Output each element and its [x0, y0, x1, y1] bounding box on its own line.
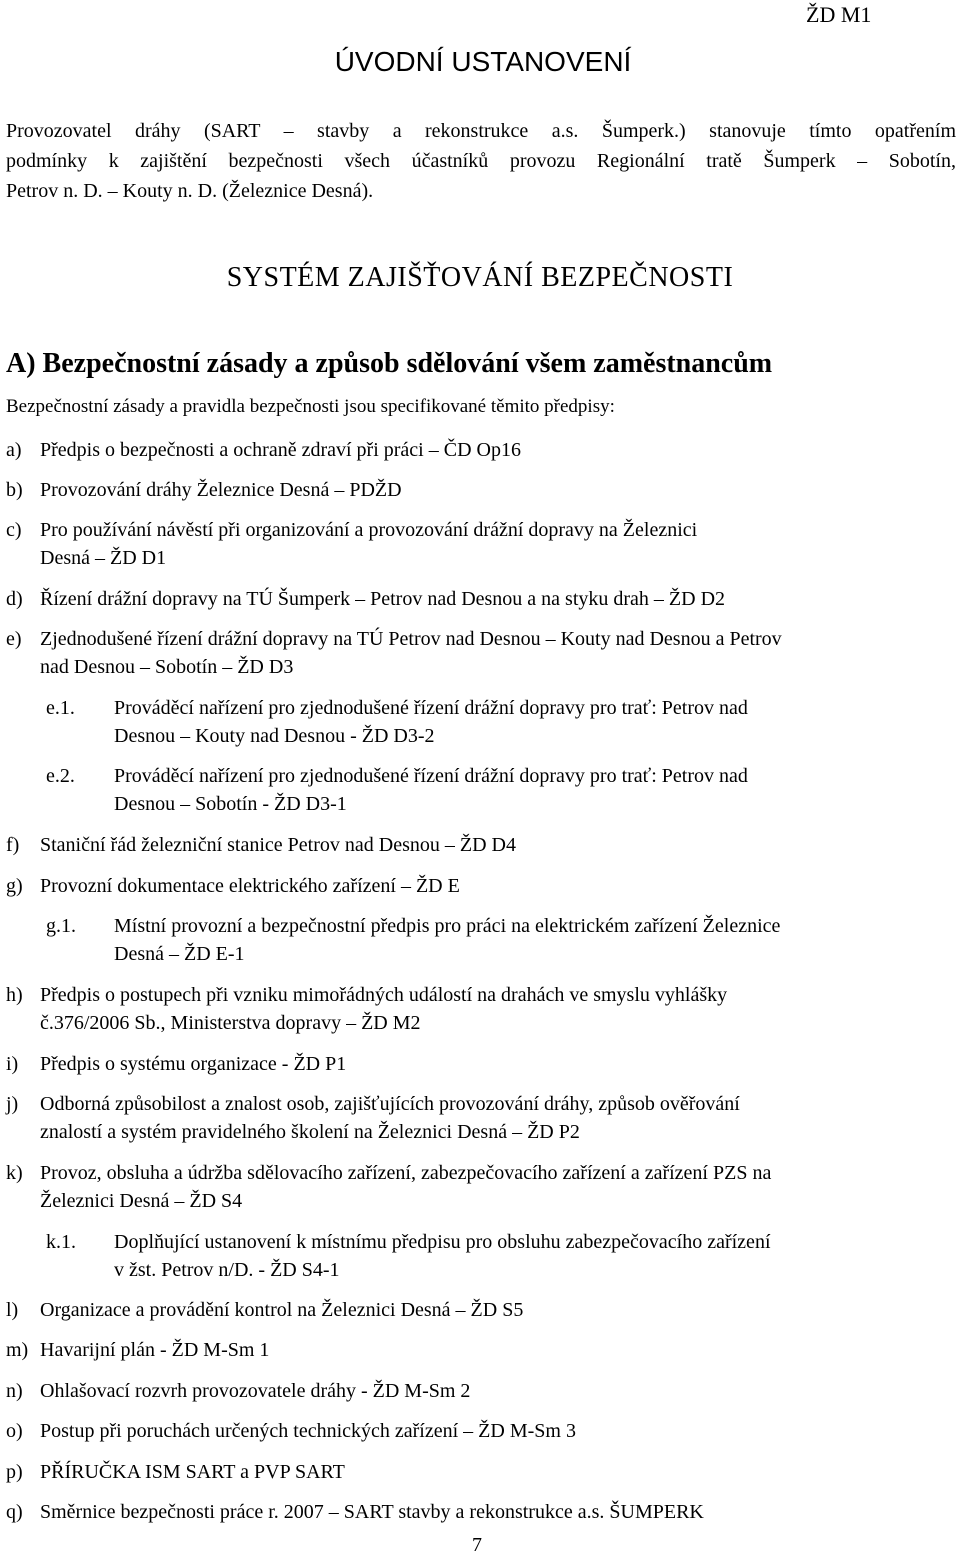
list-item-text: Havarijní plán - ŽD M-Sm 1 [40, 1339, 270, 1361]
page-title: ÚVODNÍ USTANOVENÍ [334, 46, 632, 77]
list-marker: f) [6, 834, 20, 856]
sub-list-marker: g.1. [46, 915, 76, 937]
list-item-text: Zjednodušené řízení drážní dopravy na TÚ Petrov nad Desnou – Kouty nad Desnou a Petrov [40, 628, 782, 650]
list-item-text: Směrnice bezpečnosti práce r. 2007 – SART stavby a rekonstrukce a.s. ŠUMPERK [40, 1501, 704, 1523]
list-item-text: znalostí a systém pravidelného školení na Železnici Desná – ŽD P2 [40, 1121, 580, 1143]
list-item-text: Provozování dráhy Železnice Desná – PDŽD [40, 479, 402, 501]
list-item [6, 476, 950, 504]
list-marker: m) [6, 1339, 29, 1361]
list-marker: l) [6, 1299, 19, 1321]
list-item-text: Provozní dokumentace elektrického zařízení – ŽD E [40, 875, 460, 897]
sub-list-item [46, 1228, 950, 1284]
list-item [6, 516, 950, 572]
sub-list-item-text: Prováděcí nařízení pro zjednodušené řízení drážní dopravy pro trať: Petrov nad [114, 765, 748, 787]
sub-list-marker: e.2. [46, 765, 75, 787]
list-item [6, 1296, 950, 1324]
list-marker: h) [6, 984, 23, 1006]
list-item-text: Železnici Desná – ŽD S4 [40, 1190, 243, 1212]
list-item-text: Řízení drážní dopravy na TÚ Šumperk – Petrov nad Desnou a na styku drah – ŽD D2 [40, 588, 726, 610]
list-item-text: nad Desnou – Sobotín – ŽD D3 [40, 656, 294, 678]
list-item [6, 981, 950, 1037]
sub-list-item-text: Doplňující ustanovení k místnímu předpisu pro obsluhu zabezpečovacího zařízení [114, 1231, 771, 1253]
list-item-text: Předpis o postupech při vzniku mimořádných událostí na drahách ve smyslu vyhlášky [40, 984, 728, 1006]
list-item-text: Postup při poruchách určených technických zařízení – ŽD M-Sm 3 [40, 1420, 576, 1442]
sub-list-marker: e.1. [46, 697, 75, 719]
list-item-text: PŘÍRUČKA ISM SART a PVP SART [40, 1461, 345, 1483]
list-marker: d) [6, 588, 23, 610]
list-item-text: Organizace a provádění kontrol na Železnici Desná – ŽD S5 [40, 1299, 524, 1321]
page-number: 7 [472, 1534, 482, 1556]
list-item [6, 585, 950, 613]
sub-list-item-text: v žst. Petrov n/D. - ŽD S4-1 [114, 1259, 340, 1281]
list-marker: n) [6, 1380, 23, 1402]
sub-list-item [46, 694, 950, 750]
sub-list-item-text: Prováděcí nařízení pro zjednodušené řízení drážní dopravy pro trať: Petrov nad [114, 697, 748, 719]
list-item [6, 1377, 950, 1405]
sub-list-item-text: Desnou – Sobotín - ŽD D3-1 [114, 793, 347, 815]
sub-list-item-text: Desnou – Kouty nad Desnou - ŽD D3-2 [114, 725, 435, 747]
list-item-text: Pro používání návěstí při organizování a provozování drážní dopravy na Železnici [40, 519, 698, 541]
list-item-text: Předpis o bezpečnosti a ochraně zdraví při práci – ČD Op16 [40, 439, 521, 461]
list-marker: a) [6, 439, 22, 461]
list-marker: g) [6, 875, 23, 897]
list-item-text: Provoz, obsluha a údržba sdělovacího zařízení, zabezpečovacího zařízení a zařízení PZS na [40, 1162, 772, 1184]
intro-line: podmínky k zajištění bezpečnosti všech účastníků provozu Regionální tratě Šumperk – Sobotín, [6, 150, 956, 172]
list-item [6, 1050, 950, 1078]
list-item [6, 436, 950, 464]
list-marker: b) [6, 479, 23, 501]
list-item-text: Předpis o systému organizace - ŽD P1 [40, 1053, 347, 1075]
list-item-text: Ohlašovací rozvrh provozovatele dráhy - ŽD M-Sm 2 [40, 1380, 471, 1402]
list-item [6, 1498, 950, 1526]
list-item-text: Desná – ŽD D1 [40, 547, 167, 569]
list-item [6, 1417, 950, 1445]
list-marker: o) [6, 1420, 23, 1442]
intro-line: Provozovatel dráhy (SART – stavby a rekonstrukce a.s. Šumperk.) stanovuje tímto opatřením [6, 120, 956, 142]
list-item-text: Staniční řád železniční stanice Petrov nad Desnou – ŽD D4 [40, 834, 516, 856]
sub-list-marker: k.1. [46, 1231, 76, 1253]
list-marker: q) [6, 1501, 23, 1523]
list-item [6, 1159, 950, 1215]
list-marker: c) [6, 519, 22, 541]
sub-list-item [46, 762, 950, 818]
document-code: ŽD M1 [806, 2, 872, 27]
list-marker: i) [6, 1053, 19, 1075]
list-item [6, 1090, 950, 1146]
section-a-lead: Bezpečnostní zásady a pravidla bezpečnosti jsou specifikované těmito předpisy: [6, 396, 615, 417]
list-item [6, 1458, 950, 1486]
intro-line: Petrov n. D. – Kouty n. D. (Železnice Desná). [6, 180, 374, 202]
sub-list-item-text: Místní provozní a bezpečnostní předpis pro práci na elektrickém zařízení Železnice [114, 915, 781, 937]
sub-list-item [46, 912, 950, 968]
list-marker: k) [6, 1162, 23, 1184]
list-item [6, 872, 950, 900]
list-marker: e) [6, 628, 22, 650]
sub-list-item-text: Desná – ŽD E-1 [114, 943, 245, 965]
list-item-text: Odborná způsobilost a znalost osob, zajišťujících provozování dráhy, způsob ověřování [40, 1093, 740, 1115]
list-item [6, 831, 950, 859]
list-item [6, 625, 950, 681]
list-item-text: č.376/2006 Sb., Ministerstva dopravy – ŽD M2 [40, 1012, 421, 1034]
list-item [6, 1336, 950, 1364]
list-marker: j) [6, 1093, 19, 1115]
section-a-heading: A) Bezpečnostní zásady a způsob sdělování všem zaměstnancům [6, 348, 773, 379]
list-marker: p) [6, 1461, 23, 1483]
system-heading: SYSTÉM ZAJIŠŤOVÁNÍ BEZPEČNOSTI [226, 262, 734, 293]
